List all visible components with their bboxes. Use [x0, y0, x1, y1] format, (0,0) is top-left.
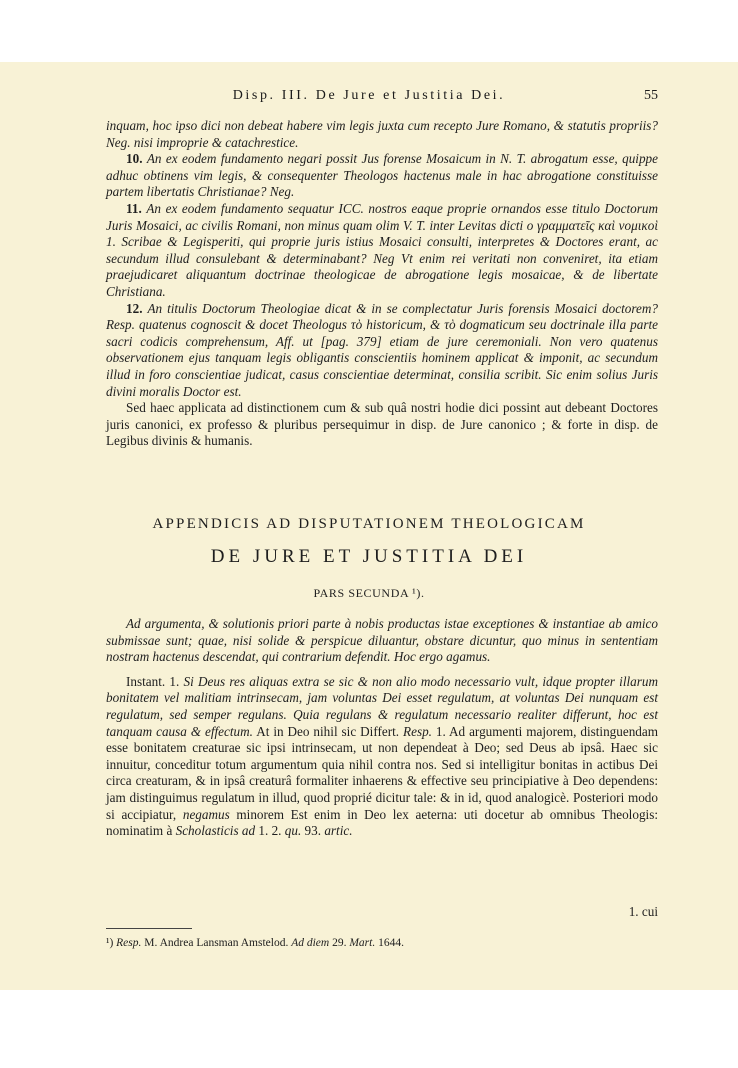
body-text-lower: [106, 616, 658, 840]
footnote-resp: Resp.: [116, 937, 142, 949]
footnote-month: Mart.: [349, 937, 376, 949]
paragraph-number: 10.: [126, 151, 143, 167]
footnote-rule: [106, 928, 192, 929]
footnote-date: 29.: [332, 937, 347, 949]
page-number: 55: [644, 88, 658, 103]
resp-text: 1. Ad argumenti majorem, distinguendam esse bonitatem creaturae sic ipsi intrinsecam, ut non dependeat à Deo; sed Deus ab ipsâ. Haec sic innuitur, conceditur totum argumentum quia nihil contra nos. Sed si intelligitur bonitas in actibus Dei circa creaturam, & in ipsâ creaturâ formaliter inhaerens & effective seu principiative à Deo dependens: jam distinguimus regulatum in illud, quod proprié dicitur tale: & in id, quod analogicè. Posteriori modo si accipiatur,: [106, 723, 659, 822]
resp-qu: qu.: [284, 823, 302, 839]
paragraph-text: An ex eodem fundamento sequatur ICC. nostros eaque proprie ornandos esse titulo Doctorum Juris Mosaici, ac civilis Romani, non minus quam olim V. T. inter Levitas dicti ο γραμματεῖς καὶ νομικοὶ 1. Scribae & Legisperiti, qui proprie juris istius Mosaici consulti, interpretes & Doctores erant, ac secundum illud consulebant & determinabant? Neg Vt enim rei veritati non conveniret, ita etiam praejudicaret aliquantum doctrinae theologicae de abrogatione legis mosaicae, & de libertate Christiana.: [106, 200, 658, 299]
subtitle-heading: PARS SECUNDA ¹).: [313, 586, 425, 600]
resp-label: Resp.: [403, 723, 432, 739]
paragraph-11: [106, 201, 658, 301]
footnote-name: M. Andrea Lansman Amstelod.: [144, 937, 289, 949]
paragraph-number: 11.: [126, 200, 142, 216]
appendix-heading: APPENDICIS AD DISPUTATIONEM THEOLOGICAM: [152, 516, 586, 532]
instant-paragraph: [106, 674, 658, 840]
resp-ref-2: 93.: [304, 823, 322, 839]
paragraph-text: An titulis Doctorum Theologiae dicat & in se complectatur Juris forensis Mosaici doctorem? Resp. quatenus cognoscit & docet Theologus τὸ historicum, & τὸ dogmaticum seu doctrinale illa parte sacri codicis comprehensum, Aff. ut [pag. 379] etiam de jure ceremoniali. Non vero quatenus observationem ejus tanquam legis obligantis conscientiis hominem applicat & imponit, ac secundum illud in foro conscientiae judicat, casus conscientiae determinat, consilia scribit. Sic enim solius Juris divini moralis Doctor est.: [106, 300, 658, 399]
paragraph-continued: inquam, hoc ipso dici non debeat habere vim legis juxta cum recepto Jure Romano, & statutis propriis? Neg. nisi improprie & catachrestice.: [106, 118, 658, 150]
page-header: [0, 86, 738, 108]
intro-paragraph: Ad argumenta, & solutionis priori parte à nobis productas istae exceptiones & instantiae ab amico submissae sunt; quae, nisi solide & perspicue diluantur, obstare dicuntur, quo minus in sententiam nostram hactenus descendat, qui contrarium defendit. Hoc ergo agamus.: [106, 616, 658, 665]
paragraph-number: 12.: [126, 300, 143, 316]
resp-artic: artic.: [324, 823, 353, 839]
footnote-ad-diem: Ad diem: [291, 937, 330, 949]
footnote-year: 1644.: [378, 937, 404, 949]
footnote: [106, 937, 666, 949]
footnote-mark: ¹): [106, 937, 114, 949]
instant-tail: At in Deo nihil sic Differt.: [256, 723, 400, 739]
title-heading: DE JURE ET JUSTITIA DEI: [210, 546, 528, 567]
body-text-upper: [106, 118, 658, 450]
resp-ref-1: 1. 2.: [258, 823, 282, 839]
paragraph-13: Sed haec applicata ad distinctionem cum & sub quâ nostri hodie dici possint aut debeant Doctores juris canonici, ex professo & pluribus persequimur in disp. de Jure canonico ; & forte in disp. de Legibus divinis & humanis.: [106, 400, 658, 449]
resp-text-2: minorem Est enim in Deo lex aeterna: uti docetur ab omnibus Theologis: nominatim à: [106, 806, 658, 839]
paragraph-text: An ex eodem fundamento negari possit Jus forense Mosaicum in N. T. abrogatum esse, quippe adhuc obtinens vim legis, & consequenter Theologos hactenus male in hac abrogatione constituisse partem libertatis Christianae? Neg.: [106, 151, 658, 200]
running-head: Disp. III. De Jure et Justitia Dei.: [232, 88, 506, 103]
resp-negamus: negamus: [182, 806, 230, 822]
resp-scholasticis: Scholasticis ad: [175, 823, 256, 839]
paragraph-12: [106, 301, 658, 401]
catchword: 1. cui: [628, 904, 658, 919]
instant-label: Instant. 1.: [126, 673, 180, 689]
instant-text: Si Deus res aliquas extra se sic & non alio modo necessario vult, idque propter illarum bonitatem vel malitiam intrinsecam, jam voluntas Dei esset regulatum, at voluntas Dei nunquam est regulatum, sed semper regulans. Quia regulans & regulatum necessario realiter differunt, hoc est tanquam causa & effectum.: [106, 673, 659, 739]
paragraph-10: [106, 151, 658, 201]
